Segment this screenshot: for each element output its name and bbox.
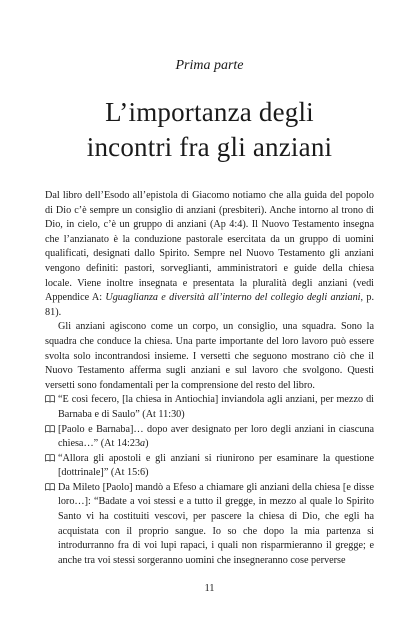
chapter-title-line-2: incontri fra gli anziani [86,132,333,162]
appendix-reference: Uguaglianza e diversità all’interno del collegio degli anziani [105,292,361,304]
verse-quote [45,423,374,452]
verse-suffix: a [140,438,146,450]
verse-quote-text: “E così fecero, [la chiesa in Antiochia] inviandola agli anziani, per mezzo di Barnaba e di Saulo” (At 11:30) [58,394,374,420]
paragraph-2: Gli anziani agiscono come un corpo, un consiglio, una squadra. Sono la squadra che conduce la chiesa. Una parte importante del loro lavoro può essere svolta solo incontrandosi insieme. I versetti che seguono mostrano ciò che il Nuovo Testamento afferma sugli anziani e sul lavoro che svolgono. Questi versetti sono fondamentali per la comprensione del resto del libro. [45,321,374,391]
paragraph-1 [45,189,374,320]
part-label: Prima parte [175,58,244,73]
body-text [45,189,374,568]
verse-suffix-end: ) [145,438,149,450]
chapter-title-line-1: L’importanza degli [105,97,314,127]
verse-quote-text: “Allora gli apostoli e gli anziani si riunirono per esaminare la questione [dottrinale]” (At 15:6) [58,452,374,479]
paragraph-1-end: , p. 81). [45,292,374,318]
chapter-title [0,95,419,165]
verse-quote [45,481,374,569]
verse-quote [45,452,374,481]
verse-quote [45,393,374,422]
open-book-icon [45,425,55,433]
paragraph-1-text: Dal libro dell’Esodo all’epistola di Giacomo notiamo che alla guida del popolo di Dio c’è sempre un consiglio di anziani (presbiteri). Anche intorno al trono di Dio, in cielo, c’è un gruppo di anziani (Ap 4:4). Il Nuovo Testamento insegna che l’anzianato è la conduzione pastorale esercitata da un gruppo di uomini qualificati, designati dallo Spirito. Sempre nel Nuovo Testamento gli anziani vengono definiti: pastori, sorveglianti, amministratori e guide della chiesa locale. Viene inoltre insegnata e presentata la pluralità degli anziani (vedi Appendice A: [45,190,374,304]
open-book-icon [45,483,55,491]
verse-quote-text: Da Mileto [Paolo] mandò a Efeso a chiamare gli anziani della chiesa [e disse loro…]: “Badate a voi stessi e a tutto il gregge, in mezzo al quale lo Spirito Santo vi ha costituiti vescovi, per pascere la chiesa di Dio, che egli ha acquistata con il proprio sangue. Io so che dopo la mia partenza si introdurranno fra di voi lupi rapaci, i quali non risparmieranno il gregge; e anche tra voi stessi sorgeranno uomini che insegneranno cose perverse [58,481,374,566]
verse-quote-text: [Paolo e Barnaba]… dopo aver designato per loro degli anziani in ciascuna chiesa…” (At 14:23 [58,423,374,450]
open-book-icon [45,395,55,403]
page-number: 11 [204,583,215,594]
open-book-icon [45,454,55,462]
